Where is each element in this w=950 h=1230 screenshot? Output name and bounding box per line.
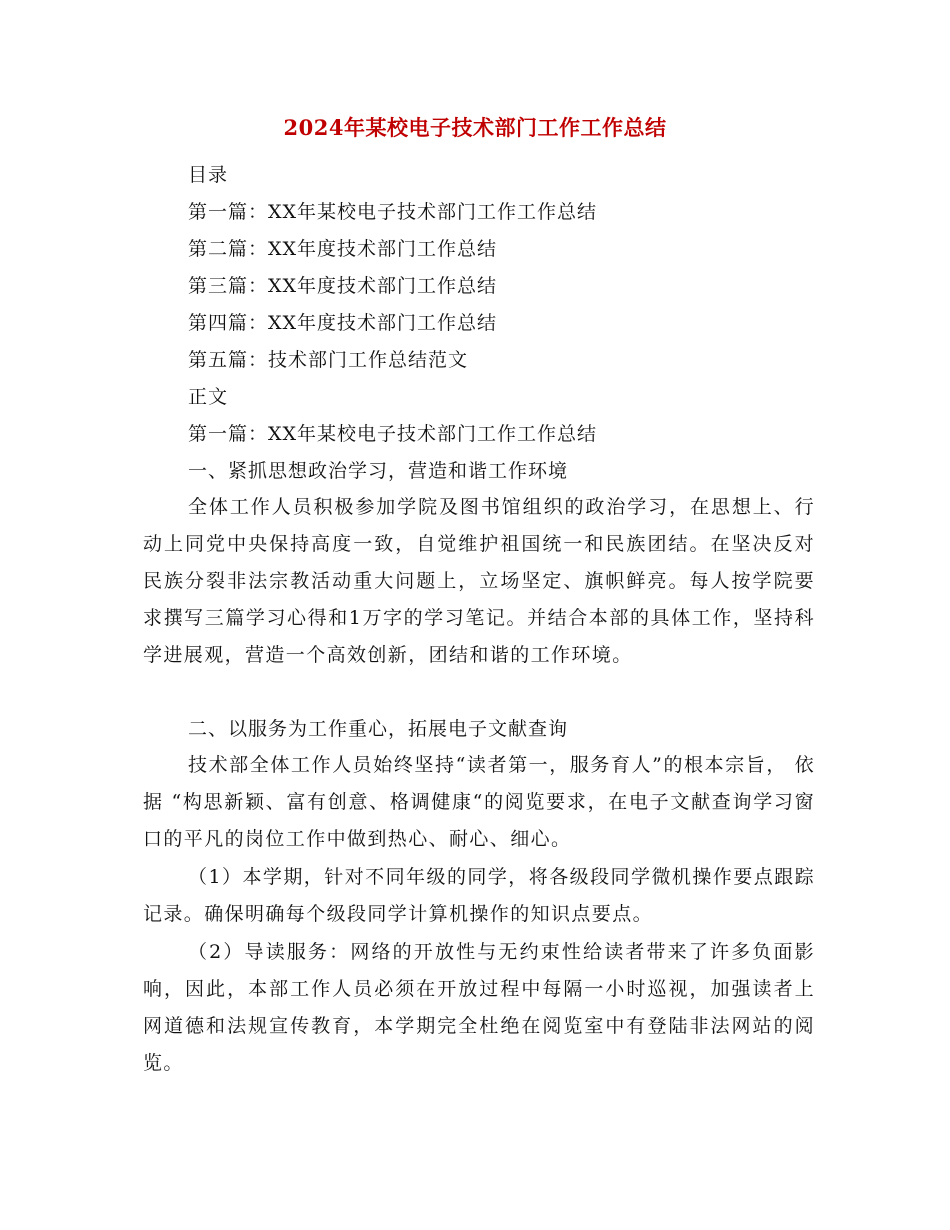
list-item: （2）导读服务：网络的开放性与无约束性给读者带来了许多负面影响，因此，本部工作人员必须在开放过程中每隔一小时巡视，加强读者上网道德和法规宣传教育，本学期完全杜绝在阅览室中有登陆非法网站的阅览。 (143, 941, 815, 1074)
toc-item: 第一篇：XX年某校电子技术部门工作工作总结 (188, 201, 598, 223)
body-heading: 正文 (188, 386, 229, 408)
toc-item: 第三篇：XX年度技术部门工作总结 (188, 275, 498, 297)
document-title: 2024年某校电子技术部门工作工作总结 (283, 115, 667, 140)
body-paragraph: 技术部全体工作人员始终坚持“读者第一，服务育人”的根本宗旨， 依据 “构思新颖、富有创意、格调健康“的阅览要求，在电子文献查询学习窗口的平凡的岗位工作中做到热心、耐心、细心。 (143, 754, 815, 850)
toc-item: 第五篇：技术部门工作总结范文 (188, 349, 469, 371)
toc-item: 第四篇：XX年度技术部门工作总结 (188, 312, 498, 334)
body-paragraph: 全体工作人员积极参加学院及图书馆组织的政治学习，在思想上、行动上同党中央保持高度一致，自觉维护祖国统一和民族团结。在坚决反对民族分裂非法宗教活动重大问题上，立场坚定、旗帜鲜亮。每人按学院要求撰写三篇学习心得和1万字的学习笔记。并结合本部的具体工作，坚持科学进展观，营造一个高效创新，团结和谐的工作环境。 (143, 496, 815, 666)
section-heading: 二、以服务为工作重心，拓展电子文献查询 (188, 718, 569, 740)
list-item: （1）本学期，针对不同年级的同学，将各级段同学微机操作要点跟踪记录。确保明确每个级段同学计算机操作的知识点要点。 (143, 866, 815, 925)
toc-item: 第二篇：XX年度技术部门工作总结 (188, 238, 498, 260)
part-heading: 第一篇：XX年某校电子技术部门工作工作总结 (188, 423, 598, 445)
section-heading: 一、紧抓思想政治学习，营造和谐工作环境 (188, 460, 569, 482)
toc-heading: 目录 (188, 164, 229, 186)
